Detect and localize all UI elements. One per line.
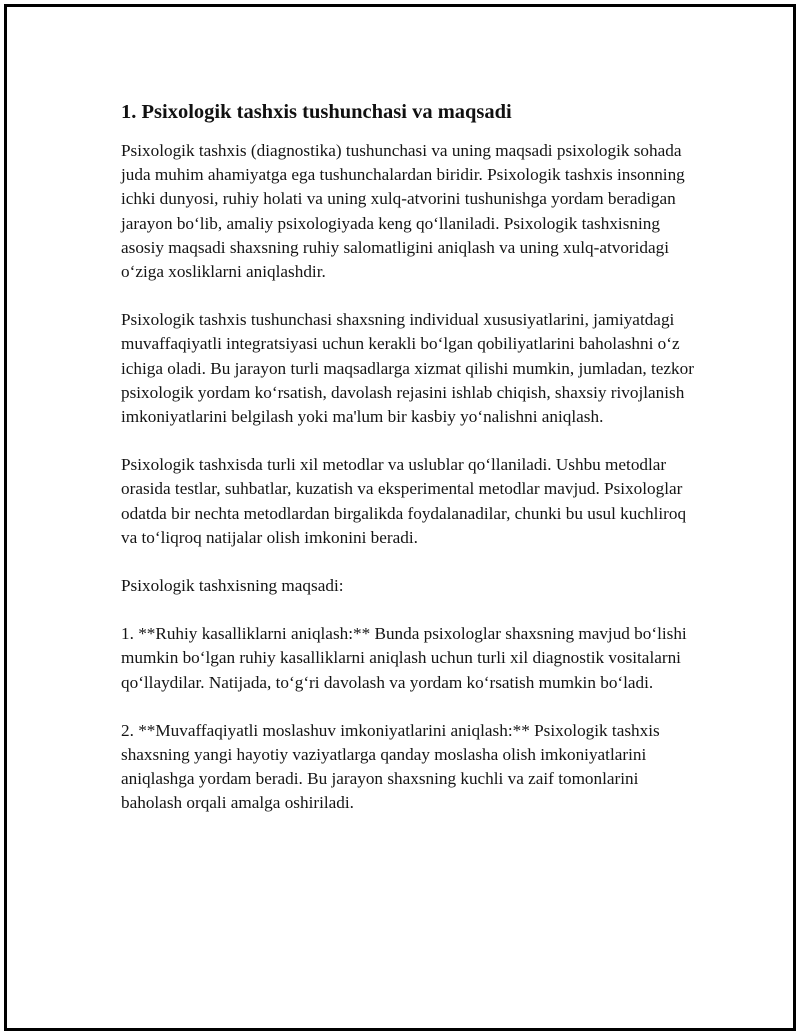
list-item-2: 2. **Muvaffaqiyatli moslashuv imkoniyatlarini aniqlash:** Psixologik tashxis shaxsning yangi hayotiy vaziyatlarga qanday moslasha olish imkoniyatlarini aniqlashga yordam beradi. Bu jarayon shaxsning kuchli va zaif tomonlarini baholash orqali amalga oshiriladi. <box>121 720 660 813</box>
document-body <box>121 99 701 840</box>
paragraph-methods: Psixologik tashxisda turli xil metodlar va uslublar qo‘llaniladi. Ushbu metodlar orasida testlar, suhbatlar, kuzatish va eksperimental metodlar mavjud. Psixologlar odatda bir nechta metodlardan birgalikda foydalanadilar, chunki bu usul kuchliroq va to‘liqroq natijalar olish imkonini beradi. <box>121 455 687 547</box>
paragraph-intro: Psixologik tashxis (diagnostika) tushunchasi va uning maqsadi psixologik sohada juda muhim ahamiyatga ega tushunchalardan biridir. Psixologik tashxis insonning ichki dunyosi, ruhiy holati va uning xulq-atvorini tushunishga yordam beradigan jarayon bo‘lib, amaliy psixologiyada keng qo‘llaniladi. Psixologik tashxisning asosiy maqsadi shaxsning ruhiy salomatligini aniqlash va uning xulq-atvoridagi o‘ziga xosliklarni aniqlashdir. <box>121 141 685 282</box>
paragraph-concept: Psixologik tashxis tushunchasi shaxsning individual xususiyatlarini, jamiyatdagi muvaffaqiyatli integratsiyasi uchun kerakli bo‘lgan qobiliyatlarini baholashni o‘z ichiga oladi. Bu jarayon turli maqsadlarga xizmat qilishi mumkin, jumladan, tezkor psixologik yordam ko‘rsatish, davolash rejasini ishlab chiqish, shaxsiy rivojlanish imkoniyatlarini belgilash yoki ma'lum bir kasbiy yo‘nalishni aniqlash. <box>121 310 694 427</box>
page-frame <box>4 4 796 1031</box>
paragraph-goals-heading: Psixologik tashxisning maqsadi: <box>121 576 344 596</box>
list-item-1: 1. **Ruhiy kasalliklarni aniqlash:** Bunda psixologlar shaxsning mavjud bo‘lishi mumkin bo‘lgan ruhiy kasalliklarni aniqlash uchun turli xil diagnostik vositalarni qo‘llaydilar. Natijada, to‘g‘ri davolash va yordam ko‘rsatish mumkin bo‘ladi. <box>121 624 687 692</box>
section-heading: 1. Psixologik tashxis tushunchasi va maqsadi <box>121 101 512 123</box>
